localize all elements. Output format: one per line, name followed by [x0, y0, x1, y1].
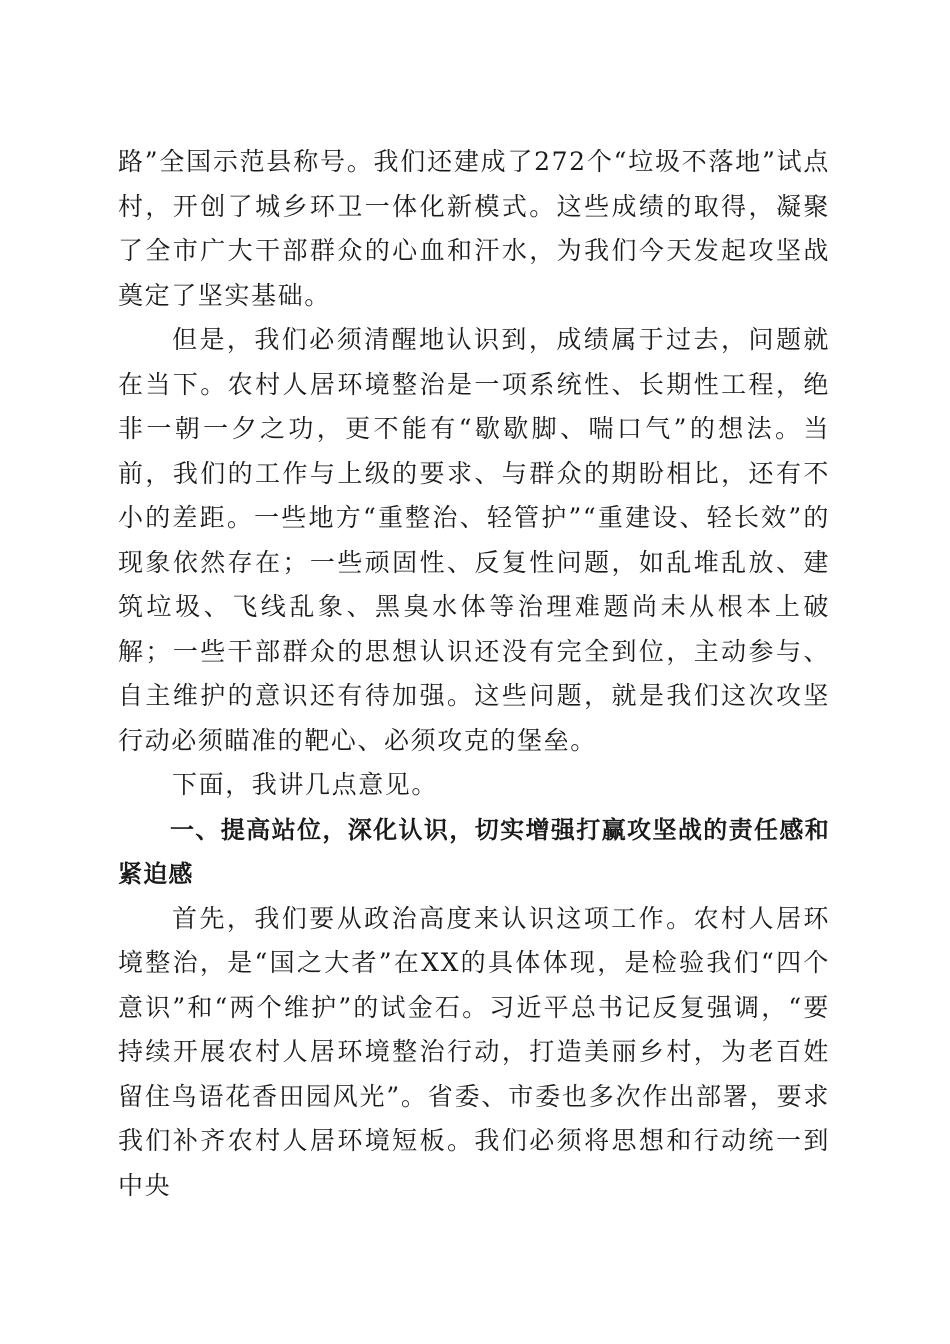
paragraph-problems: 但是，我们必须清醒地认识到，成绩属于过去，问题就在当下。农村人居环境整治是一项系统性、长期性工程，绝非一朝一夕之功，更不能有“歇歇脚、喘口气”的想法。当前，我们的工作与上级的要求、与群众的期盼相比，还有不小的差距。一些地方“重整治、轻管护”“重建设、轻长效”的现象依然存在；一些顽固性、反复性问题，如乱堆乱放、建筑垃圾、飞线乱象、黑臭水体等治理难题尚未从根本上破解；一些干部群众的思想认识还没有完全到位，主动参与、自主维护的意识还有待加强。这些问题，就是我们这次攻坚行动必须瞄准的靶心、必须攻克的堡垒。: [118, 325, 830, 755]
paragraph-political-height: 首先，我们要从政治高度来认识这项工作。农村人居环境整治，是“国之大者”在XX的具体体现，是检验我们“四个意识”和“两个维护”的试金石。习近平总书记反复强调，“要持续开展农村人居环境整治行动，打造美丽乡村，为老百姓留住鸟语花香田园风光”。省委、市委也多次作出部署，要求我们补齐农村人居环境短板。我们必须将思想和行动统一到中央: [118, 903, 830, 1200]
document-body: [118, 140, 830, 1208]
section-heading-one: 一、提高站位，深化认识，切实增强打赢攻坚战的责任感和紧迫感: [118, 815, 830, 888]
paragraph-continued: 路”全国示范县称号。我们还建成了272个“垃圾不落地”试点村，开创了城乡环卫一体化新模式。这些成绩的取得，凝聚了全市广大干部群众的心血和汗水，为我们今天发起攻坚战奠定了坚实基础。: [118, 147, 830, 310]
paragraph-intro-opinions: 下面，我讲几点意见。: [172, 770, 439, 799]
